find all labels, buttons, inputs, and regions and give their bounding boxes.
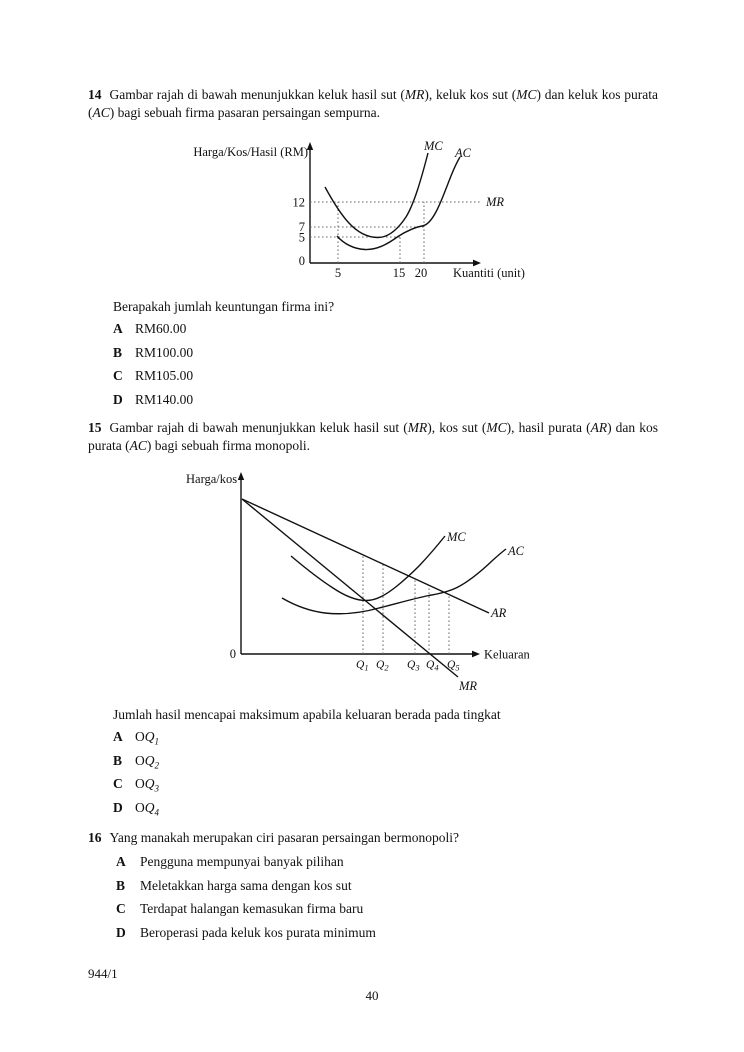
stem-text: Yang manakah merupakan ciri pasaran persaingan bermonopoli? — [109, 830, 460, 845]
mc-label: MC — [424, 139, 443, 153]
stem-text: ), keluk kos sut ( — [424, 87, 517, 102]
stem-text: ), hasil purata ( — [506, 420, 591, 435]
option-row — [113, 752, 159, 771]
y-axis-label: Harga/Kos/Hasil (RM) — [193, 145, 308, 159]
option-row — [113, 799, 159, 818]
question-15-prompt: Jumlah hasil mencapai maksimum apabila keluaran berada pada tingkat — [113, 707, 501, 722]
option-row — [113, 322, 193, 336]
option-text: Meletakkan harga sama dengan kos sut — [140, 877, 352, 893]
paper-code: 944/1 — [88, 966, 118, 981]
ar-label: AR — [491, 606, 507, 620]
option-letter: D — [113, 799, 123, 815]
question-14-stem — [88, 86, 658, 121]
mr-label: MR — [486, 195, 505, 209]
option-letter: A — [113, 729, 123, 744]
x-axis-label: Keluaran — [484, 647, 530, 662]
xtick-q1: $Q_1$ — [356, 659, 369, 673]
option-text: $OQ_2$ — [135, 752, 159, 771]
xtick-15: 15 — [392, 266, 406, 280]
stem-text: ) bagi sebuah firma monopoli. — [146, 437, 310, 453]
option-row — [113, 346, 193, 360]
stem-text: ), kos sut ( — [427, 420, 487, 435]
option-text: RM105.00 — [135, 368, 194, 384]
ac-curve — [282, 549, 506, 614]
question-16-stem — [88, 829, 658, 847]
option-row — [113, 369, 193, 383]
option-letter: B — [113, 344, 123, 360]
mc-curve — [291, 536, 445, 601]
y-axis-label: Harga/kos — [186, 472, 238, 486]
question-14-prompt: Berapakah jumlah keuntungan firma ini? — [113, 299, 335, 314]
option-row — [116, 926, 376, 940]
question-14-number: 14 — [88, 87, 102, 102]
x-axis-arrow-icon — [472, 651, 480, 658]
xtick-q4: $Q_4$ — [426, 659, 439, 673]
xtick-20: 20 — [414, 266, 428, 280]
option-text: RM60.00 — [135, 321, 187, 336]
xtick-q2: $Q_2$ — [376, 659, 389, 673]
option-letter: B — [113, 752, 123, 768]
stem-text: ) dan kos purata ( — [88, 420, 659, 453]
question-15-options — [113, 730, 159, 824]
option-row — [113, 393, 193, 407]
option-row — [116, 879, 376, 893]
option-letter: C — [116, 901, 126, 917]
x-axis-label: Kuantiti (unit) — [453, 266, 525, 280]
var-MR: MR — [404, 87, 425, 102]
mr-label: MR — [459, 679, 478, 693]
var-MC: MC — [486, 420, 507, 435]
question-15-stem — [88, 419, 658, 454]
xtick-q3: $Q_3$ — [407, 659, 420, 673]
diagram-perfect-competition — [180, 135, 525, 285]
y-axis-arrow-icon — [238, 472, 244, 480]
mr-line — [242, 499, 458, 677]
option-text: $OQ_3$ — [135, 776, 159, 794]
xtick-5: 5 — [334, 266, 342, 280]
origin-label: 0 — [229, 647, 236, 661]
option-letter: C — [113, 776, 123, 792]
ar-line — [242, 499, 489, 613]
option-text: Beroperasi pada keluk kos purata minimum — [140, 924, 376, 940]
page-number: 40 — [365, 988, 379, 1003]
option-letter: D — [116, 924, 126, 940]
ac-label: AC — [455, 146, 471, 160]
option-text: RM140.00 — [135, 391, 194, 407]
question-15-number: 15 — [88, 420, 102, 435]
ac-curve — [337, 157, 460, 250]
stem-text: Gambar rajah di bawah menunjukkan keluk hasil sut ( — [109, 87, 405, 102]
option-letter: C — [113, 368, 123, 384]
question-16-number: 16 — [88, 830, 102, 845]
stem-text: ) bagi sebuah firma pasaran persaingan sempurna. — [109, 104, 381, 120]
question-14-options — [113, 322, 193, 416]
option-letter: A — [113, 321, 123, 336]
diagram-monopoly — [175, 468, 540, 703]
option-row — [113, 776, 159, 794]
origin-label: 0 — [298, 254, 305, 268]
option-text: $OQ_1$ — [135, 729, 159, 747]
option-text: Terdapat halangan kemasukan firma baru — [140, 901, 364, 917]
option-letter: A — [116, 854, 126, 869]
ytick-12: 12 — [292, 195, 305, 210]
option-text: RM100.00 — [135, 344, 194, 360]
ytick-7: 7 — [298, 220, 305, 234]
option-letter: B — [116, 877, 126, 893]
option-row — [116, 855, 376, 869]
option-row — [116, 902, 376, 916]
mc-curve — [325, 153, 428, 238]
option-text: $OQ_4$ — [135, 799, 159, 818]
var-AR: AR — [590, 420, 608, 435]
xtick-q5: $Q_5$ — [447, 659, 460, 673]
option-row — [113, 729, 159, 747]
stem-text: ) dan keluk kos purata ( — [88, 87, 659, 120]
var-MC: MC — [516, 87, 537, 102]
option-text: Pengguna mempunyai banyak pilihan — [140, 854, 344, 869]
var-AC: AC — [92, 104, 110, 120]
var-AC: AC — [129, 437, 147, 453]
mc-label: MC — [447, 530, 466, 544]
stem-text: Gambar rajah di bawah menunjukkan keluk hasil sut ( — [109, 420, 408, 435]
option-letter: D — [113, 391, 123, 407]
var-MR: MR — [407, 420, 428, 435]
ac-label: AC — [508, 544, 524, 558]
ytick-5: 5 — [298, 230, 305, 245]
question-16-options — [116, 855, 376, 949]
